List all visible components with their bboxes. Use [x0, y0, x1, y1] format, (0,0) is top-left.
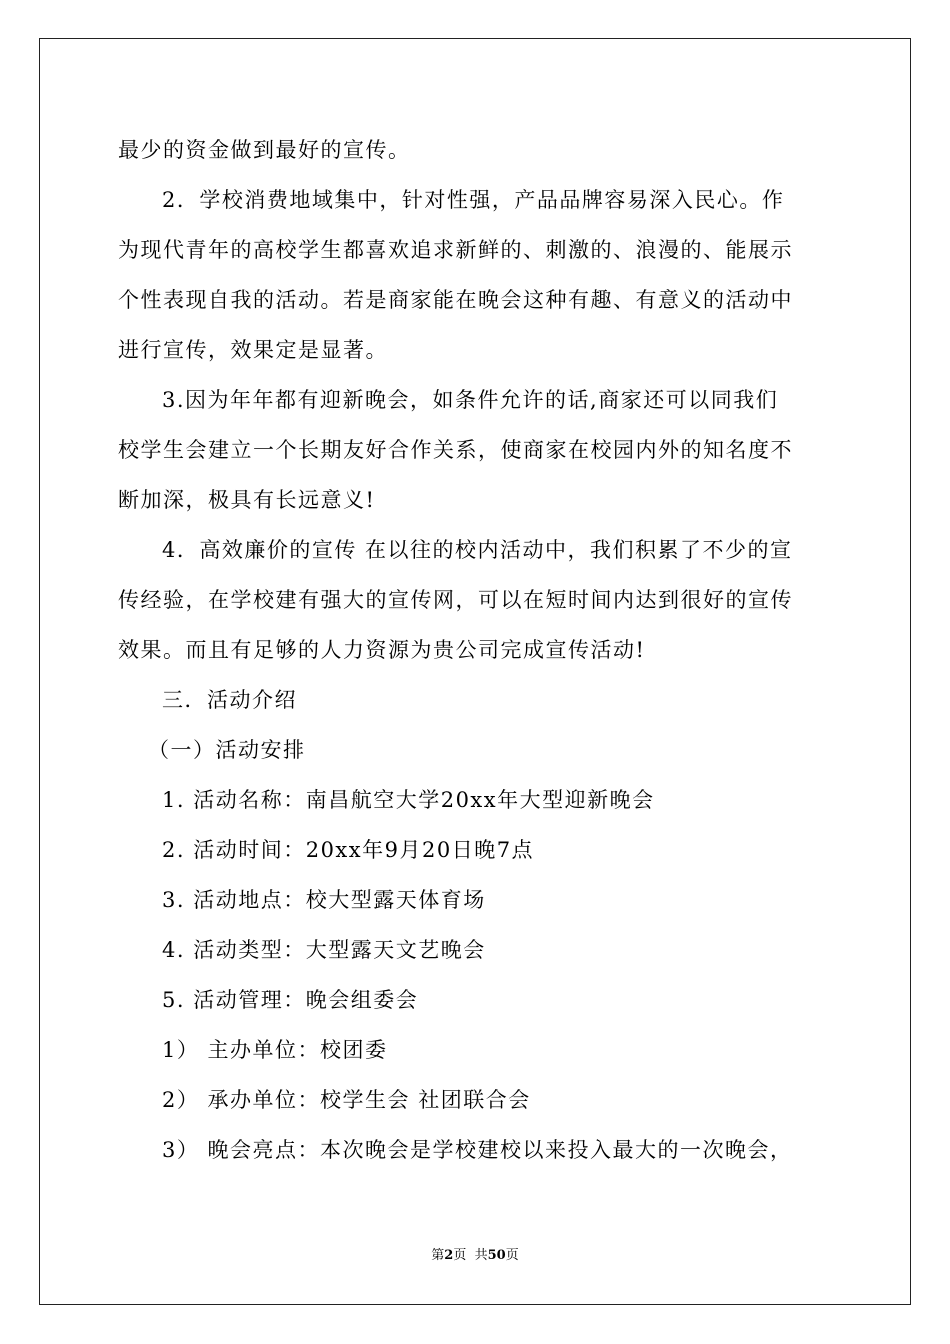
- list-item: 4. 活动类型：大型露天文艺晚会: [162, 938, 486, 962]
- text-line: 校学生会建立一个长期友好合作关系，使商家在校园内外的知名度不: [118, 438, 793, 462]
- text-line: 效果。而且有足够的人力资源为贵公司完成宣传活动!: [118, 638, 646, 662]
- text-line: 个性表现自我的活动。若是商家能在晚会这种有趣、有意义的活动中: [118, 288, 793, 312]
- footer-prefix: 第: [431, 1248, 445, 1263]
- list-item: 2） 承办单位：校学生会 社团联合会: [162, 1088, 531, 1112]
- text-line: 断加深，极具有长远意义!: [118, 488, 376, 512]
- section-heading: 三．活动介绍: [162, 688, 297, 712]
- total-page-count: 50: [487, 1248, 506, 1263]
- current-page-number: 2: [444, 1248, 454, 1263]
- list-item: 5. 活动管理：晚会组委会: [162, 988, 419, 1012]
- list-item: 3） 晚会亮点：本次晚会是学校建校以来投入最大的一次晚会，: [162, 1138, 793, 1162]
- text-line: 为现代青年的高校学生都喜欢追求新鲜的、刺激的、浪漫的、能展示: [118, 238, 793, 262]
- list-item: 3. 活动地点：校大型露天体育场: [162, 888, 486, 912]
- text-line: 传经验，在学校建有强大的宣传网，可以在短时间内达到很好的宣传: [118, 588, 793, 612]
- text-line: 2．学校消费地域集中，针对性强，产品品牌容易深入民心。作: [162, 188, 785, 212]
- text-line: 最少的资金做到最好的宣传。: [118, 138, 411, 162]
- footer-suffix: 页: [505, 1248, 519, 1263]
- page-footer: [0, 1247, 950, 1265]
- text-line: 4．高效廉价的宣传 在以往的校内活动中，我们积累了不少的宣: [162, 538, 793, 562]
- list-item: 2. 活动时间：20xx年9月20日晚7点: [162, 838, 535, 862]
- footer-middle: 页 共: [453, 1248, 488, 1263]
- text-line: 3.因为年年都有迎新晚会，如条件允许的话,商家还可以同我们: [162, 388, 779, 412]
- list-item: 1） 主办单位：校团委: [162, 1038, 388, 1062]
- text-line: 进行宣传，效果定是显著。: [118, 338, 388, 362]
- list-item: 1. 活动名称：南昌航空大学20xx年大型迎新晚会: [162, 788, 655, 812]
- subsection-heading: （一）活动安排: [148, 738, 306, 762]
